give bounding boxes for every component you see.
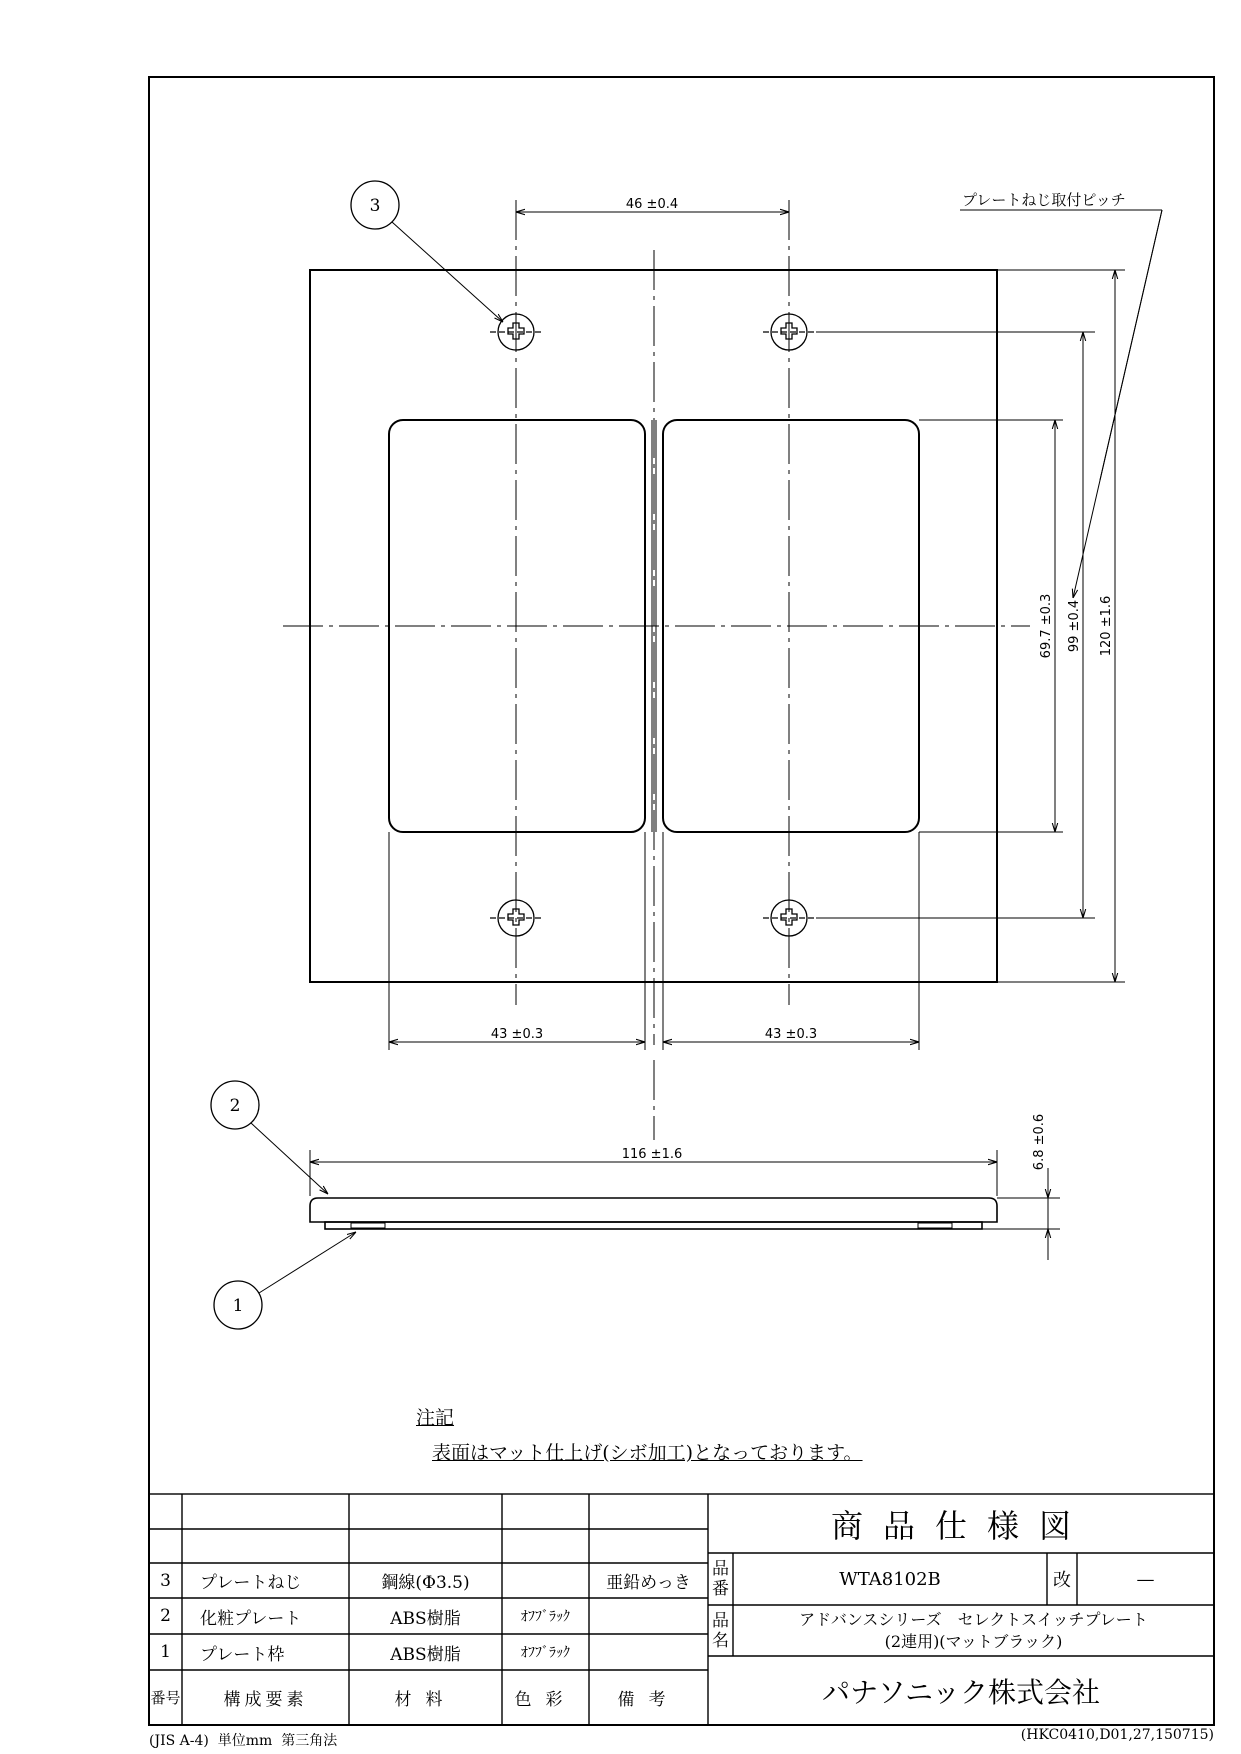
svg-text:3: 3 <box>369 196 381 216</box>
row1-color: ｵﾌﾌﾞﾗｯｸ <box>521 1645 570 1661</box>
dim-opening-h: 69.7 ±0.3 <box>1039 593 1054 659</box>
row1-remarks <box>589 1634 708 1670</box>
svg-text:1: 1 <box>232 1296 244 1316</box>
part-no-value: WTA8102B <box>839 1568 941 1590</box>
part-no-label: 品番 <box>712 1559 729 1599</box>
company-name: パナソニック株式会社 <box>821 1675 1101 1709</box>
footer-left: (JIS A-4) 単位mm 第三角法 <box>149 1733 338 1749</box>
dim-pitch-h: 46 ±0.4 <box>625 197 679 212</box>
callout-screw-pitch: プレートねじ取付ピッチ <box>962 191 1126 209</box>
header-material: 材料 <box>394 1690 457 1710</box>
rev-value: — <box>1136 1568 1155 1590</box>
dim-pitch-v: 99 ±0.4 <box>1067 599 1082 653</box>
header-color: 色彩 <box>514 1690 577 1710</box>
header-no: 番号 <box>150 1689 181 1707</box>
dim-thickness: 6.8 ±0.6 <box>1032 1113 1047 1171</box>
row3-color <box>502 1563 589 1598</box>
rev-label: 改 <box>1053 1570 1071 1591</box>
row2-color: ｵﾌﾌﾞﾗｯｸ <box>521 1609 570 1625</box>
name-label: 品名 <box>712 1610 729 1651</box>
dim-width-side: 116 ±1.6 <box>621 1147 683 1162</box>
drawing-border <box>149 77 1214 1725</box>
notes-text: 表面はマット仕上げ(シボ加工)となっております。 <box>432 1442 863 1464</box>
dim-opening-left: 43 ±0.3 <box>490 1027 544 1042</box>
row3-no: 3 <box>160 1570 171 1591</box>
row1-material: ABS樹脂 <box>390 1644 461 1665</box>
dim-opening-right: 43 ±0.3 <box>764 1027 818 1042</box>
notes-title: 注記 <box>416 1407 455 1429</box>
row2-part: 化粧プレート <box>200 1608 302 1629</box>
product-name <box>733 1605 1214 1656</box>
row2-material: ABS樹脂 <box>390 1608 461 1629</box>
row2-remarks <box>589 1598 708 1634</box>
svg-text:2: 2 <box>229 1096 241 1116</box>
row1-no: 1 <box>160 1642 171 1662</box>
dim-height: 120 ±1.6 <box>1099 595 1114 657</box>
balloon-3 <box>351 181 503 322</box>
row3-remarks: 亜鉛めっき <box>606 1573 691 1593</box>
row1-part: プレート枠 <box>200 1644 285 1665</box>
row2-no: 2 <box>160 1606 171 1626</box>
row3-material: 鋼線(Φ3.5) <box>381 1573 470 1593</box>
row3-part: プレートねじ <box>200 1573 302 1593</box>
footer-right: (HKC0410,D01,27,150715) <box>1020 1727 1214 1743</box>
balloon-1 <box>214 1232 356 1329</box>
product-name-line1: アドバンスシリーズ セレクトスイッチプレート <box>799 1609 1148 1629</box>
title-block-title: 商品仕様図 <box>830 1506 1091 1545</box>
product-name-line2: (2連用)(マットブラック) <box>884 1631 1063 1651</box>
header-remarks: 備考 <box>617 1690 680 1710</box>
header-part: 構成要素 <box>223 1690 308 1710</box>
